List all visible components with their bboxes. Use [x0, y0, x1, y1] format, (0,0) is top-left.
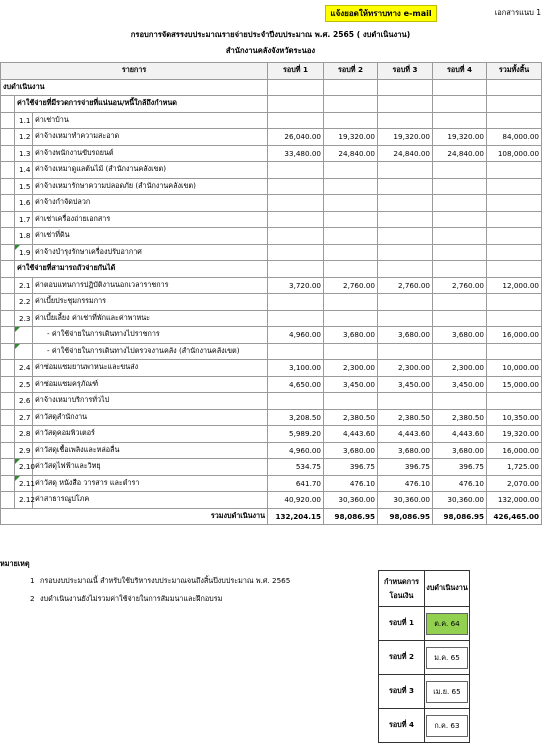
- row-r4: 3,680.00: [433, 327, 487, 344]
- row-r3: 19,320.00: [378, 129, 433, 146]
- row-number: 2.3: [15, 310, 33, 327]
- row-total: [487, 112, 542, 129]
- table-row: [1, 244, 542, 261]
- page-title: กรอบการจัดสรรงบประมาณรายจ่ายประจำปีงบประมาณ พ.ศ. 2565 ( งบดำเนินงาน): [130, 30, 411, 39]
- row-r2: [324, 211, 378, 228]
- total-total: 426,465.00: [487, 508, 542, 525]
- schedule-date: ต.ค. 64: [426, 613, 468, 635]
- row-r3: [378, 310, 433, 327]
- row-r1: [268, 228, 324, 245]
- row-number: 1.4: [15, 162, 33, 179]
- total-r2: 98,086.95: [324, 508, 378, 525]
- table-row: [1, 327, 542, 344]
- row-number: 2.10: [15, 459, 33, 476]
- table-row: [1, 112, 542, 129]
- table-row: [1, 129, 542, 146]
- col-item: รายการ: [1, 63, 268, 80]
- table-row: [1, 294, 542, 311]
- row-r4: [433, 162, 487, 179]
- row-item: ค่าเบี้ยเลี้ยง ค่าเช่าที่พักและค่าพาหนะ: [33, 310, 268, 327]
- section-row: [1, 79, 542, 96]
- row-number: 1.5: [15, 178, 33, 195]
- row-r1: 3,100.00: [268, 360, 324, 377]
- row-item: ค่าเช่าเครื่องถ่ายเอกสาร: [33, 211, 268, 228]
- row-total: [487, 244, 542, 261]
- row-r1: [268, 244, 324, 261]
- row-r3: [378, 294, 433, 311]
- row-item: ค่าวัสดุสำนักงาน: [33, 409, 268, 426]
- row-total: 16,000.00: [487, 327, 542, 344]
- row-total: [487, 393, 542, 410]
- row-item: ค่าจ้างเหมาทำความสะอาด: [33, 129, 268, 146]
- schedule-head-right: งบดำเนินงาน: [425, 571, 470, 607]
- row-number: 1.7: [15, 211, 33, 228]
- schedule-header: [379, 571, 470, 607]
- row-r3: 3,680.00: [378, 327, 433, 344]
- row-total: [487, 343, 542, 360]
- row-r4: [433, 228, 487, 245]
- row-item: - ค่าใช้จ่ายในการเดินทางไปราชการ: [33, 327, 268, 344]
- section-label: งบดำเนินงาน: [1, 79, 268, 96]
- row-r3: 2,300.00: [378, 360, 433, 377]
- email-notice: แจ้งยอดให้ทราบทาง e-mail: [325, 5, 437, 22]
- row-r1: 40,920.00: [268, 492, 324, 509]
- row-number: 1.9: [15, 244, 33, 261]
- row-number: 1.3: [15, 145, 33, 162]
- row-r3: [378, 162, 433, 179]
- row-r3: 396.75: [378, 459, 433, 476]
- row-total: [487, 228, 542, 245]
- schedule-row: [379, 641, 470, 675]
- row-r4: [433, 211, 487, 228]
- note-2-text: งบดำเนินงานยังไม่รวมค่าใช้จ่ายในการสัมมนาและฝึกอบรม: [40, 594, 223, 603]
- col-round4: รอบที่ 4: [433, 63, 487, 80]
- row-r3: 4,443.60: [378, 426, 433, 443]
- row-total: [487, 310, 542, 327]
- row-r3: [378, 228, 433, 245]
- table-row: [1, 475, 542, 492]
- comment-marker: [15, 476, 20, 481]
- schedule-row: [379, 607, 470, 641]
- row-r4: 3,680.00: [433, 442, 487, 459]
- table-row: [1, 145, 542, 162]
- row-r4: [433, 343, 487, 360]
- row-r3: [378, 393, 433, 410]
- row-r2: 476.10: [324, 475, 378, 492]
- row-r3: [378, 112, 433, 129]
- group-row: [1, 261, 542, 278]
- row-item: ค่าซ่อมแซมยานพาหนะและขนส่ง: [33, 360, 268, 377]
- table-row: [1, 409, 542, 426]
- row-total: [487, 211, 542, 228]
- schedule-date: ม.ค. 65: [426, 647, 468, 669]
- table-row: [1, 360, 542, 377]
- row-r3: [378, 244, 433, 261]
- row-r3: 2,380.50: [378, 409, 433, 426]
- row-r4: [433, 178, 487, 195]
- row-total: 10,000.00: [487, 360, 542, 377]
- row-total: 10,350.00: [487, 409, 542, 426]
- row-r1: 3,208.50: [268, 409, 324, 426]
- col-total: รวมทั้งสิ้น: [487, 63, 542, 80]
- comment-marker: [15, 459, 20, 464]
- row-number: 2.9: [15, 442, 33, 459]
- row-item: ค่าวัสดุเชื้อเพลิงและหล่อลื่น: [33, 442, 268, 459]
- notes-heading: หมายเหตุ: [0, 559, 30, 568]
- row-total: [487, 162, 542, 179]
- row-r3: [378, 178, 433, 195]
- schedule-date: เม.ย. 65: [426, 681, 468, 703]
- row-r2: 30,360.00: [324, 492, 378, 509]
- row-r2: 2,760.00: [324, 277, 378, 294]
- schedule-round: รอบที่ 4: [379, 709, 425, 743]
- row-item: ค่าเช่าบ้าน: [33, 112, 268, 129]
- row-r1: [268, 393, 324, 410]
- row-r4: [433, 112, 487, 129]
- row-r3: 24,840.00: [378, 145, 433, 162]
- row-total: [487, 195, 542, 212]
- table-row: [1, 228, 542, 245]
- table-row: [1, 393, 542, 410]
- row-r4: 476.10: [433, 475, 487, 492]
- row-r4: 396.75: [433, 459, 487, 476]
- table-row: [1, 426, 542, 443]
- row-r2: 3,450.00: [324, 376, 378, 393]
- row-r1: [268, 195, 324, 212]
- row-total: 15,000.00: [487, 376, 542, 393]
- row-r2: [324, 343, 378, 360]
- total-r1: 132,204.15: [268, 508, 324, 525]
- row-r2: [324, 310, 378, 327]
- table-row: [1, 277, 542, 294]
- budget-table: [0, 62, 542, 525]
- row-r2: 3,680.00: [324, 442, 378, 459]
- row-r1: 5,989.20: [268, 426, 324, 443]
- row-r2: 2,300.00: [324, 360, 378, 377]
- row-item: ค่าวัสดุไฟฟ้าและวิทยุ: [33, 459, 268, 476]
- row-r1: [268, 343, 324, 360]
- row-r3: 476.10: [378, 475, 433, 492]
- row-r2: [324, 244, 378, 261]
- group-label: ค่าใช้จ่ายที่มีรวดการจ่ายที่แน่นอน/หนี้ใกล้ถึงกำหนด: [15, 96, 268, 113]
- note-2-no: 2: [30, 594, 35, 603]
- row-item: ค่าวัสดุ หนังสือ วารสาร และตำรา: [33, 475, 268, 492]
- row-total: 2,070.00: [487, 475, 542, 492]
- page-subtitle: สำนักงานคลังจังหวัดระนอง: [225, 46, 316, 55]
- table-header-row: [1, 63, 542, 80]
- row-r2: 4,443.60: [324, 426, 378, 443]
- row-total: 108,000.00: [487, 145, 542, 162]
- row-total: 12,000.00: [487, 277, 542, 294]
- row-total: 132,000.00: [487, 492, 542, 509]
- group-label: ค่าใช้จ่ายที่สามารถถัวจ่ายกันได้: [15, 261, 268, 278]
- row-item: - ค่าใช้จ่ายในการเดินทางไปตรวจงานคลัง (สำนักงานคลังเขต): [33, 343, 268, 360]
- row-r3: [378, 211, 433, 228]
- schedule-row: [379, 675, 470, 709]
- row-r4: 4,443.60: [433, 426, 487, 443]
- row-r2: [324, 112, 378, 129]
- table-row: [1, 178, 542, 195]
- table-row: [1, 162, 542, 179]
- row-item: ค่าเช่าที่ดิน: [33, 228, 268, 245]
- row-r3: 3,450.00: [378, 376, 433, 393]
- row-number: 2.11: [15, 475, 33, 492]
- row-r1: 3,720.00: [268, 277, 324, 294]
- row-r2: [324, 228, 378, 245]
- col-round2: รอบที่ 2: [324, 63, 378, 80]
- row-r2: 24,840.00: [324, 145, 378, 162]
- row-number: 2.8: [15, 426, 33, 443]
- row-number: 1.2: [15, 129, 33, 146]
- group-row: [1, 96, 542, 113]
- transfer-schedule: [378, 570, 470, 743]
- row-r2: 19,320.00: [324, 129, 378, 146]
- row-item: ค่าจ้างบำรุงรักษาเครื่องปรับอากาศ: [33, 244, 268, 261]
- row-r4: [433, 294, 487, 311]
- comment-marker: [15, 327, 20, 332]
- table-row: [1, 492, 542, 509]
- schedule-date: ก.ค. 63: [426, 715, 468, 737]
- row-r2: 2,380.50: [324, 409, 378, 426]
- row-r2: 3,680.00: [324, 327, 378, 344]
- total-r4: 98,086.95: [433, 508, 487, 525]
- row-number: [15, 327, 33, 344]
- row-item: ค่าจ้างกำจัดปลวก: [33, 195, 268, 212]
- table-row: [1, 195, 542, 212]
- row-number: 2.12: [15, 492, 33, 509]
- row-r4: [433, 244, 487, 261]
- row-r3: 3,680.00: [378, 442, 433, 459]
- schedule-row: [379, 709, 470, 743]
- note-1-text: กรอบงบประมาณนี้ สำหรับใช้บริหารงบประมาณจนถึงสิ้นปีงบประมาณ พ.ศ. 2565: [40, 576, 291, 585]
- row-number: 2.1: [15, 277, 33, 294]
- col-round3: รอบที่ 3: [378, 63, 433, 80]
- row-total: [487, 294, 542, 311]
- total-r3: 98,086.95: [378, 508, 433, 525]
- schedule-round: รอบที่ 3: [379, 675, 425, 709]
- row-item: ค่าสาธารณูปโภค: [33, 492, 268, 509]
- row-r1: 4,960.00: [268, 442, 324, 459]
- schedule-round: รอบที่ 1: [379, 607, 425, 641]
- row-item: ค่าจ้างเหมารักษาความปลอดภัย (สำนักงานคลังเขต): [33, 178, 268, 195]
- row-r3: [378, 343, 433, 360]
- row-r2: [324, 162, 378, 179]
- row-total: [487, 178, 542, 195]
- row-r4: 2,300.00: [433, 360, 487, 377]
- row-number: 2.5: [15, 376, 33, 393]
- table-row: [1, 459, 542, 476]
- row-number: 1.6: [15, 195, 33, 212]
- row-total: 16,000.00: [487, 442, 542, 459]
- comment-marker: [15, 245, 20, 250]
- row-r3: 2,760.00: [378, 277, 433, 294]
- row-total: 84,000.00: [487, 129, 542, 146]
- row-number: 2.2: [15, 294, 33, 311]
- row-number: 1.1: [15, 112, 33, 129]
- row-r1: [268, 112, 324, 129]
- row-r2: [324, 393, 378, 410]
- row-r4: 3,450.00: [433, 376, 487, 393]
- row-item: ค่าจ้างพนักงานขับรถยนต์: [33, 145, 268, 162]
- row-r1: 641.70: [268, 475, 324, 492]
- row-number: [15, 343, 33, 360]
- row-r4: 2,380.50: [433, 409, 487, 426]
- row-total: 1,725.00: [487, 459, 542, 476]
- schedule-round: รอบที่ 2: [379, 641, 425, 675]
- row-r4: 30,360.00: [433, 492, 487, 509]
- comment-marker: [15, 344, 20, 349]
- row-r2: 396.75: [324, 459, 378, 476]
- table-row: [1, 343, 542, 360]
- total-row: [1, 508, 542, 525]
- row-r1: [268, 294, 324, 311]
- row-item: ค่าตอบแทนการปฏิบัติงานนอกเวลาราชการ: [33, 277, 268, 294]
- row-r1: [268, 211, 324, 228]
- row-r4: [433, 310, 487, 327]
- row-r3: [378, 195, 433, 212]
- row-r4: [433, 393, 487, 410]
- row-number: 2.4: [15, 360, 33, 377]
- row-r1: 534.75: [268, 459, 324, 476]
- row-r1: [268, 310, 324, 327]
- row-number: 1.8: [15, 228, 33, 245]
- row-r1: 33,480.00: [268, 145, 324, 162]
- row-r2: [324, 195, 378, 212]
- row-item: ค่าวัสดุคอมพิวเตอร์: [33, 426, 268, 443]
- row-item: ค่าซ่อมแซมครุภัณฑ์: [33, 376, 268, 393]
- row-r4: 24,840.00: [433, 145, 487, 162]
- row-number: 2.7: [15, 409, 33, 426]
- table-row: [1, 376, 542, 393]
- row-r1: [268, 178, 324, 195]
- row-item: ค่าจ้างเหมาบริการทั่วไป: [33, 393, 268, 410]
- col-round1: รอบที่ 1: [268, 63, 324, 80]
- schedule-head-left-1: กำหนดการ: [384, 576, 419, 586]
- schedule-head-left-2: โอนเงิน: [389, 590, 414, 600]
- row-item: ค่าจ้างเหมาดูแลต้นไม้ (สำนักงานคลังเขต): [33, 162, 268, 179]
- row-number: 2.6: [15, 393, 33, 410]
- table-row: [1, 310, 542, 327]
- row-total: 19,320.00: [487, 426, 542, 443]
- row-r1: 4,650.00: [268, 376, 324, 393]
- row-r1: 4,960.00: [268, 327, 324, 344]
- row-r1: [268, 162, 324, 179]
- row-r4: 19,320.00: [433, 129, 487, 146]
- row-item: ค่าเบี้ยประชุมกรรมการ: [33, 294, 268, 311]
- form-reference: เอกสารแนบ 1: [494, 8, 541, 17]
- row-r4: [433, 195, 487, 212]
- note-1-no: 1: [30, 576, 35, 585]
- row-r3: 30,360.00: [378, 492, 433, 509]
- row-r2: [324, 178, 378, 195]
- schedule-head-left: [379, 571, 425, 607]
- table-row: [1, 442, 542, 459]
- row-r2: [324, 294, 378, 311]
- row-r1: 26,040.00: [268, 129, 324, 146]
- row-r4: 2,760.00: [433, 277, 487, 294]
- total-label: รวมงบดำเนินงาน: [1, 508, 268, 525]
- table-row: [1, 211, 542, 228]
